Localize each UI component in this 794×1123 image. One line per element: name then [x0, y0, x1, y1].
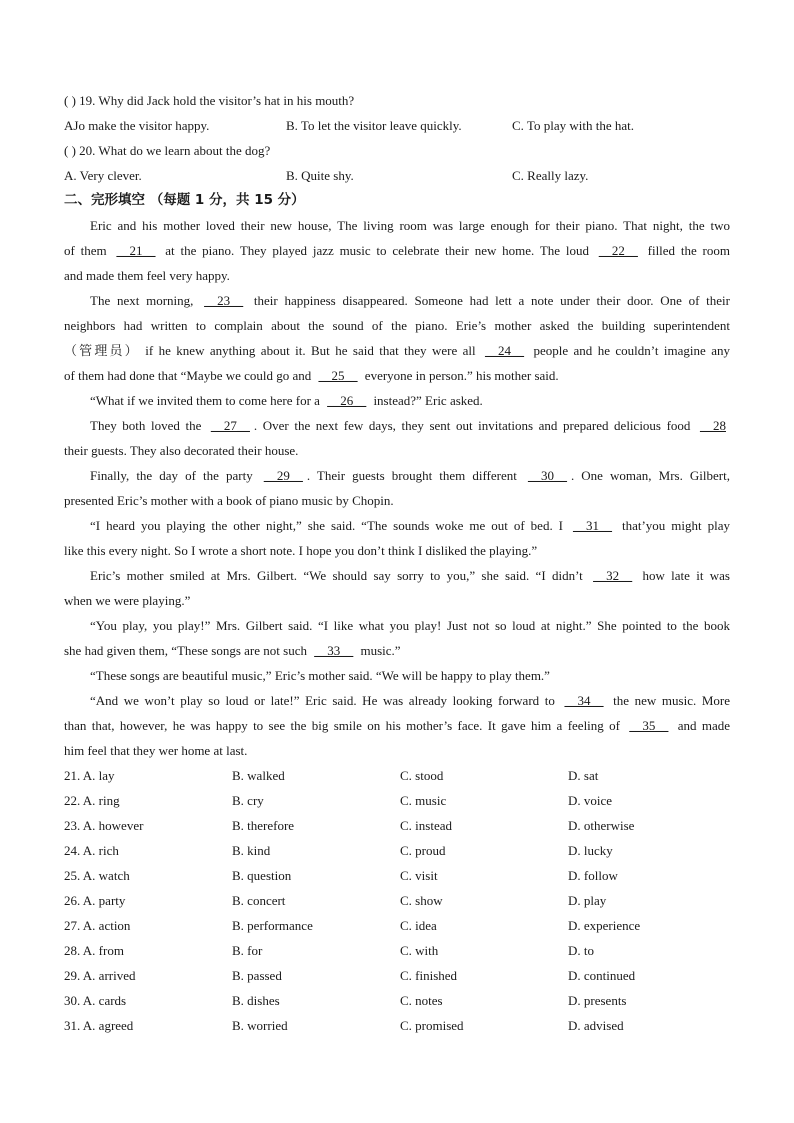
option-b: B. Quite shy.	[286, 168, 354, 183]
passage-line: presented Eric’s mother with a book of piano music by Chopin.	[64, 493, 394, 508]
blank-30: __30__	[527, 468, 567, 483]
option-b: B. walked	[232, 768, 285, 783]
option-b: B. performance	[232, 918, 313, 933]
option-c: C. Really lazy.	[512, 168, 589, 183]
option-c: C. instead	[400, 818, 452, 833]
passage-line: when we were playing.”	[64, 593, 191, 608]
blank-34: __34__	[564, 693, 604, 708]
options-list	[64, 763, 730, 1038]
blank-21: __21__	[116, 243, 156, 258]
option-c: C. with	[400, 943, 439, 958]
option-row	[64, 813, 730, 838]
blank-27: __27__	[210, 418, 250, 433]
option-c: C. To play with the hat.	[512, 118, 634, 133]
passage-line: The next morning, __23__ their happiness disappeared. Someone had lett a note under their door. One of their	[90, 293, 730, 308]
option-a: 25. A. watch	[64, 868, 130, 883]
question-19-options	[64, 113, 730, 138]
option-a: A. Very clever.	[64, 168, 142, 183]
option-row	[64, 963, 730, 988]
passage-line: They both loved the __27__ . Over the next few days, they sent out invitations and prepared delicious food __28	[64, 413, 730, 438]
option-d: D. play	[568, 893, 607, 908]
option-c: C. idea	[400, 918, 437, 933]
option-c: C. promised	[400, 1018, 464, 1033]
option-b: B. for	[232, 943, 263, 958]
passage-line: Eric and his mother loved their new house, The living room was large enough for their piano. That night, the two	[90, 218, 730, 233]
option-row	[64, 938, 730, 963]
option-d: D. experience	[568, 918, 641, 933]
option-b: B. question	[232, 868, 292, 883]
blank-24: __24__	[485, 343, 525, 358]
passage-line: （管理员） if he knew anything about it. But he said that they were all __24__ people and he couldn’t imagine any	[64, 343, 730, 358]
option-c: C. visit	[400, 868, 438, 883]
option-row	[64, 913, 730, 938]
option-row	[64, 763, 730, 788]
passage-line: she had given them, “These songs are not such __33__ music.”	[64, 643, 401, 658]
option-c: C. music	[400, 793, 447, 808]
option-b: B. passed	[232, 968, 282, 983]
option-c: C. proud	[400, 843, 446, 858]
passage-line: him feel that they wer home at last.	[64, 743, 248, 758]
option-b: B. To let the visitor leave quickly.	[286, 118, 462, 133]
blank-29: __29__	[263, 468, 303, 483]
option-a: 31. A. agreed	[64, 1018, 134, 1033]
option-row	[64, 838, 730, 863]
option-a: 21. A. lay	[64, 768, 115, 783]
blank-23: __23__	[204, 293, 244, 308]
question-19-stem: ( ) 19. Why did Jack hold the visitor’s hat in his mouth?	[64, 93, 355, 108]
passage-line: “I heard you playing the other night,” she said. “The sounds woke me out of bed. I __31__ that’you might play	[90, 518, 730, 533]
option-a: 28. A. from	[64, 943, 124, 958]
option-d: D. presents	[568, 993, 627, 1008]
option-a: 23. A. however	[64, 818, 144, 833]
option-c: C. finished	[400, 968, 458, 983]
option-c: C. notes	[400, 993, 443, 1008]
blank-32: __32__	[593, 568, 633, 583]
option-row	[64, 1013, 730, 1038]
passage-line: like this every night. So I wrote a short note. I hope you don’t think I disliked the playing.”	[64, 543, 538, 558]
passage-line: of them had done that “Maybe we could go and __25__ everyone in person.” his mother said.	[64, 368, 559, 383]
option-row	[64, 988, 730, 1013]
blank-28: __28	[699, 418, 726, 433]
option-c: C. show	[400, 893, 443, 908]
blank-26: __26__	[327, 393, 367, 408]
option-b: B. worried	[232, 1018, 288, 1033]
option-row	[64, 888, 730, 913]
passage-line: neighbors had written to complain about the sound of the piano. Erie’s mother asked the building superintendent	[64, 318, 730, 333]
option-a: 26. A. party	[64, 893, 126, 908]
option-a: 22. A. ring	[64, 793, 120, 808]
option-d: D. advised	[568, 1018, 624, 1033]
blank-35: __35__	[629, 718, 669, 733]
passage-line: their guests. They also decorated their house.	[64, 443, 299, 458]
option-b: B. therefore	[232, 818, 295, 833]
section-title: 二、完形填空 （每题 1 分，共 15 分）	[64, 192, 305, 208]
option-d: D. otherwise	[568, 818, 635, 833]
passage-line: “What if we invited them to come here for a __26__ instead?” Eric asked.	[90, 393, 483, 408]
passage-line: “These songs are beautiful music,” Eric’s mother said. “We will be happy to play them.”	[90, 668, 550, 683]
option-a: 27. A. action	[64, 918, 131, 933]
blank-31: __31__	[573, 518, 612, 533]
passage-line: Eric’s mother smiled at Mrs. Gilbert. “We should say sorry to you,” she said. “I didn’t __32__ how late it was	[90, 568, 730, 583]
passage-line: “You play, you play!” Mrs. Gilbert said. “I like what you play! Just not so loud at night.” She pointed to the book	[90, 618, 730, 633]
option-b: B. kind	[232, 843, 271, 858]
option-a: 24. A. rich	[64, 843, 119, 858]
option-row	[64, 863, 730, 888]
passage-line: of them __21__ at the piano. They played jazz music to celebrate their new home. The loud __22__ filled the room	[64, 243, 730, 258]
blank-22: __22__	[598, 243, 638, 258]
question-20-stem: ( ) 20. What do we learn about the dog?	[64, 143, 271, 158]
passage-line: than that, however, he was happy to see the big smile on his mother’s face. It gave him a feeling of __35__ and made	[64, 718, 731, 733]
option-b: B. concert	[232, 893, 286, 908]
passage-line: “And we won’t play so loud or late!” Eric said. He was already looking forward to __34__ the new music. More	[90, 693, 730, 708]
option-d: D. follow	[568, 868, 618, 883]
option-c: C. stood	[400, 768, 444, 783]
option-row	[64, 788, 730, 813]
option-b: B. cry	[232, 793, 264, 808]
passage-line: and made them feel very happy.	[64, 268, 230, 283]
passage-line: Finally, the day of the party __29__ . Their guests brought them different __30__ . One woman, Mrs. Gilbert,	[90, 468, 730, 483]
option-b: B. dishes	[232, 993, 280, 1008]
question-20-options	[64, 163, 730, 188]
option-d: D. to	[568, 943, 594, 958]
option-d: D. sat	[568, 768, 599, 783]
option-d: D. voice	[568, 793, 613, 808]
blank-33: __33__	[314, 643, 354, 658]
option-a: 30. A. cards	[64, 993, 127, 1008]
blank-25: __25__	[318, 368, 358, 383]
option-d: D. continued	[568, 968, 636, 983]
option-d: D. lucky	[568, 843, 613, 858]
option-a: 29. A. arrived	[64, 968, 136, 983]
exam-page	[64, 88, 730, 1038]
option-a: AJo make the visitor happy.	[64, 118, 210, 133]
